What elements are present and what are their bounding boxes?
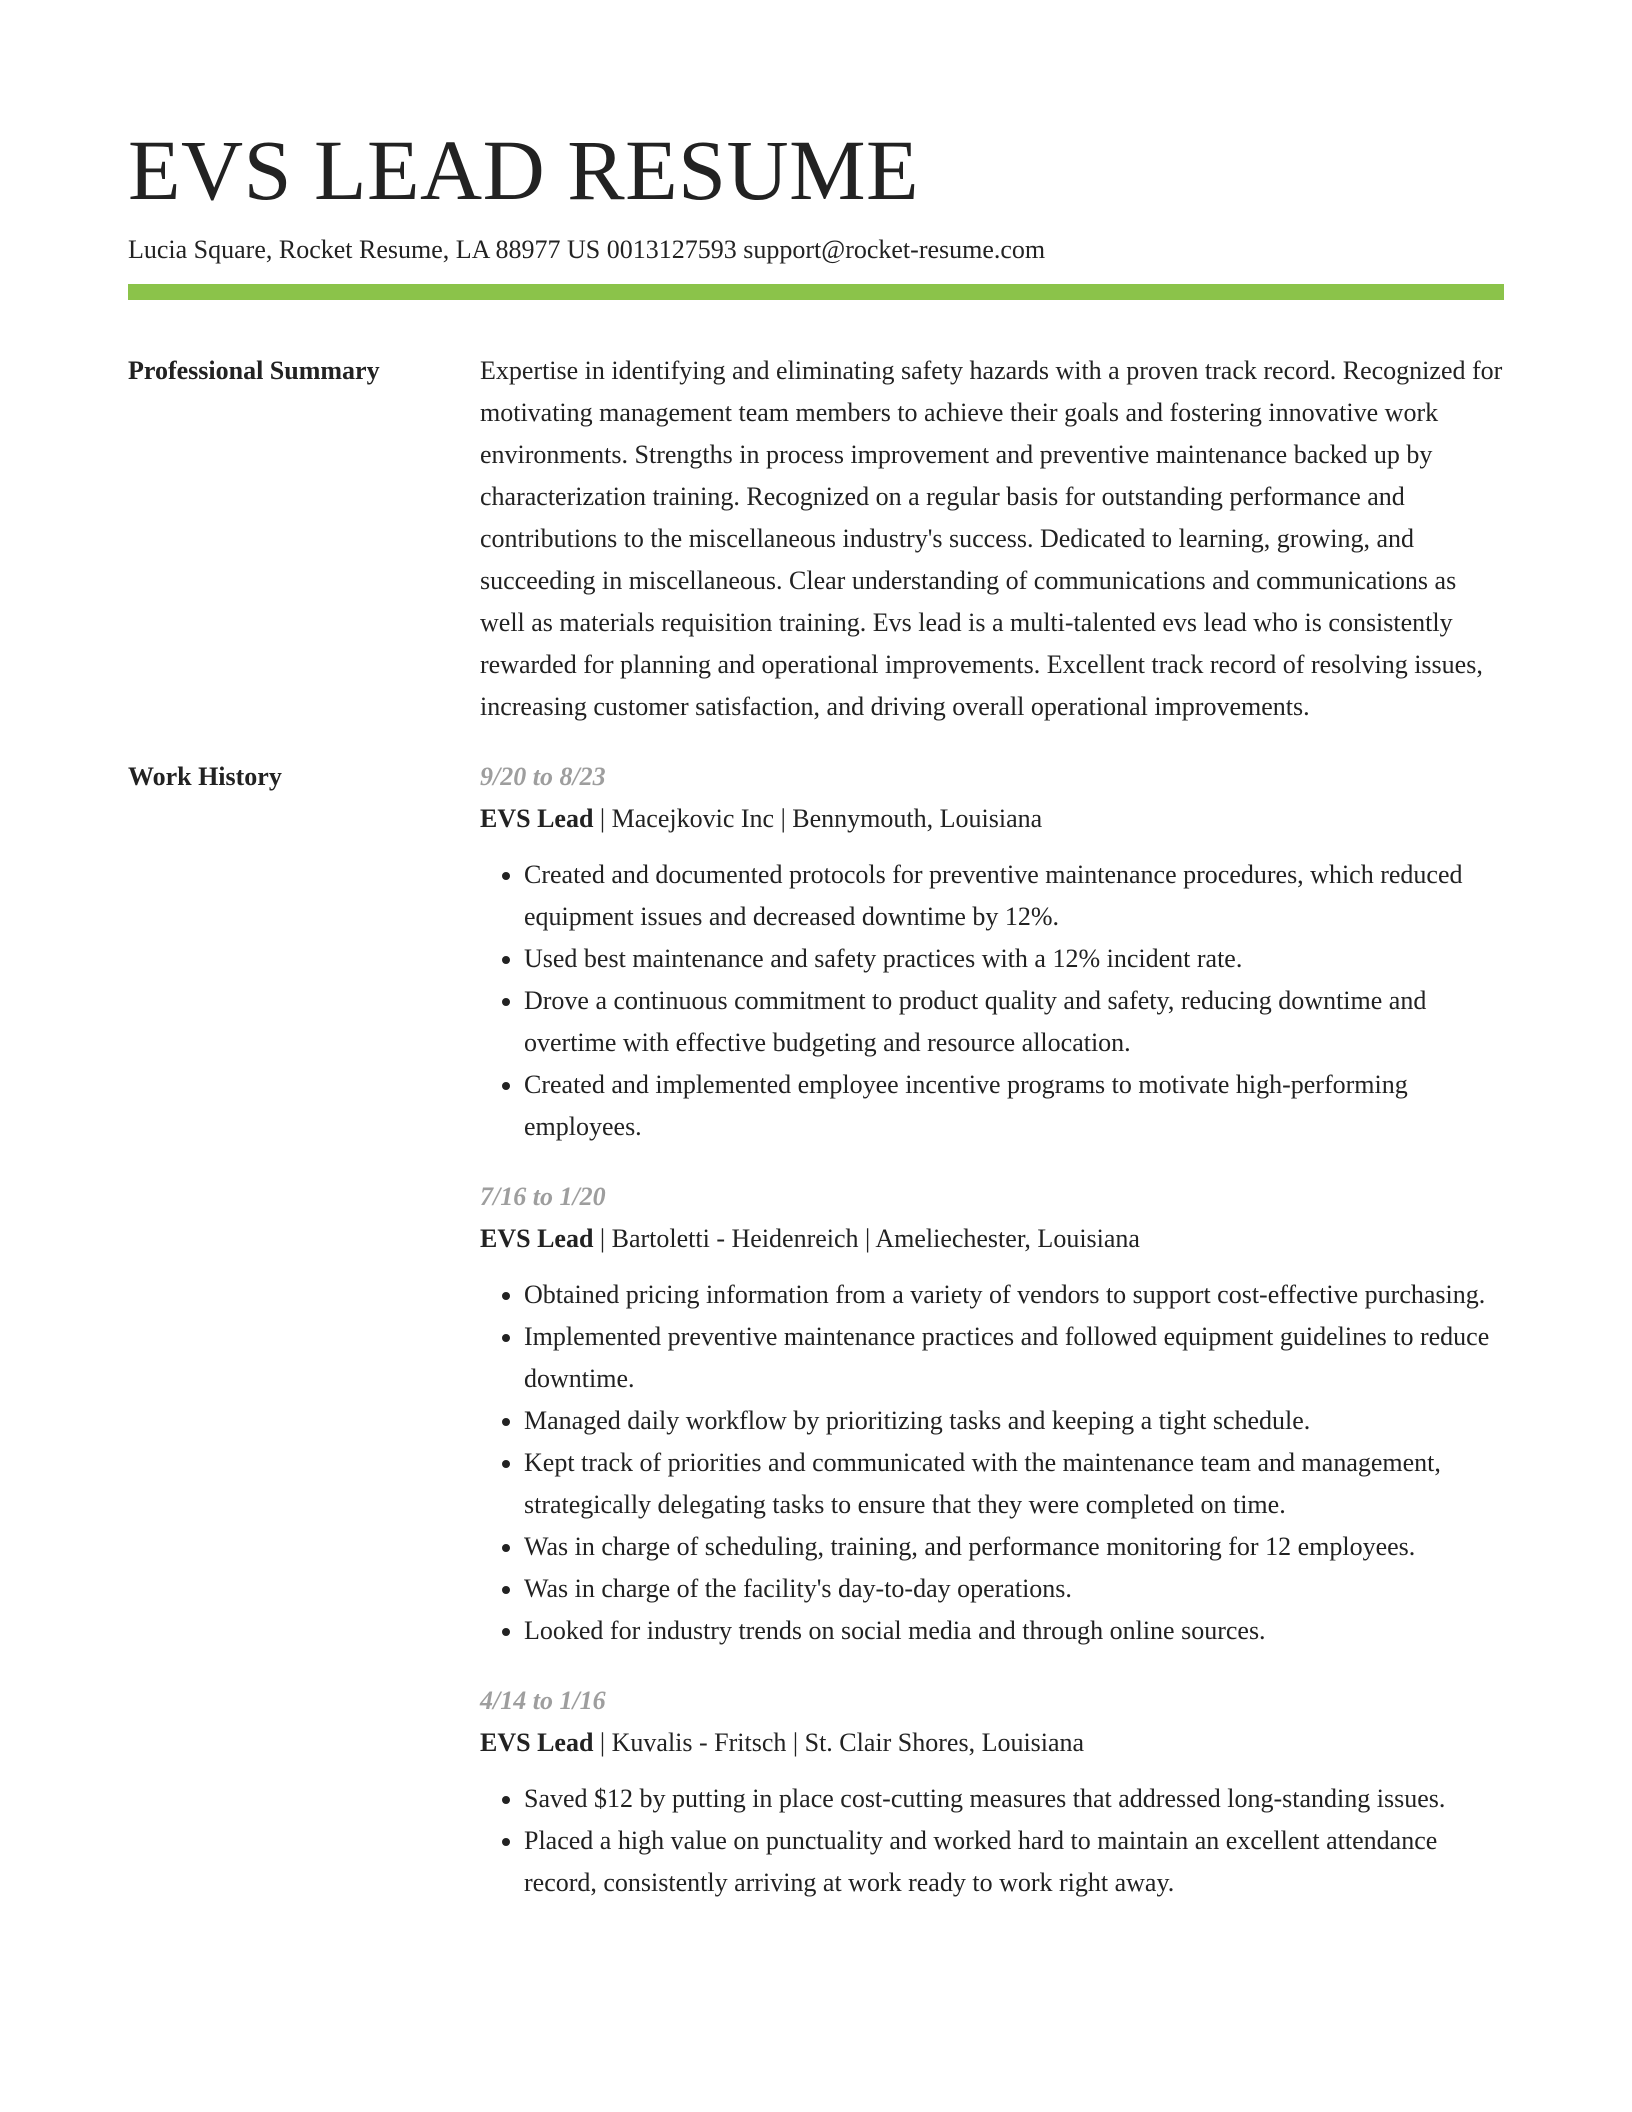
job-dates: 9/20 to 8/23 — [480, 762, 606, 791]
job-bullet: • Used best maintenance and safety practices with a 12% incident rate. — [524, 938, 1504, 980]
job-bullet: • Was in charge of scheduling, training, and performance monitoring for 12 employees. — [524, 1526, 1504, 1568]
work-history-section — [128, 756, 1504, 1932]
job-company: Kuvalis - Fritsch — [611, 1728, 787, 1757]
summary-text: Expertise in identifying and eliminating safety hazards with a proven track record. Recognized for motivating management team members to achieve their goals and fostering innovative work environments. Strengths in process improvement and preventive maintenance backed up by characterization training. Recognized on a regular basis for outstanding performance and contributions to the miscellaneous industry's success. Dedicated to learning, growing, and succeeding in miscellaneous. Clear understanding of communications and communications as well as materials requisition training. Evs lead is a multi-talented evs lead who is consistently rewarded for planning and operational improvements. Excellent track record of resolving issues, increasing customer satisfaction, and driving overall operational improvements. — [480, 356, 1503, 721]
job-dates: 4/14 to 1/16 — [480, 1686, 606, 1715]
contact-line: Lucia Square, Rocket Resume, LA 88977 US 0013127593 support@rocket-resume.com — [128, 235, 1046, 264]
job-bullet: • Implemented preventive maintenance practices and followed equipment guidelines to reduce downtime. — [524, 1316, 1504, 1400]
job-title: EVS Lead — [480, 1728, 594, 1757]
section-label-work-history: Work History — [128, 762, 282, 791]
job-location: Ameliechester, Louisiana — [875, 1224, 1140, 1253]
job-heading — [480, 798, 1504, 840]
job-company: Macejkovic Inc — [611, 804, 775, 833]
job-bullets — [480, 1778, 1504, 1904]
job-bullets — [480, 1274, 1504, 1652]
job-company: Bartoletti - Heidenreich — [611, 1224, 859, 1253]
job-bullet: • Saved $12 by putting in place cost-cutting measures that addressed long-standing issues. — [524, 1778, 1504, 1820]
job-separator: | — [593, 1728, 612, 1757]
job-entry — [480, 1176, 1504, 1652]
job-bullet: • Kept track of priorities and communicated with the maintenance team and management, strategically delegating tasks to ensure that they were completed on time. — [524, 1442, 1504, 1526]
job-separator: | — [593, 1224, 612, 1253]
header-divider — [128, 284, 1504, 300]
resume-page — [128, 0, 1504, 1932]
job-entry — [480, 1680, 1504, 1904]
professional-summary-section — [128, 350, 1504, 728]
summary-body — [480, 350, 1504, 728]
job-bullet: • Drove a continuous commitment to product quality and safety, reducing downtime and overtime with effective budgeting and resource allocation. — [524, 980, 1504, 1064]
job-heading — [480, 1722, 1504, 1764]
job-dates: 7/16 to 1/20 — [480, 1182, 606, 1211]
job-separator: | — [593, 804, 612, 833]
job-heading — [480, 1218, 1504, 1260]
job-title: EVS Lead — [480, 804, 594, 833]
job-bullet: • Created and documented protocols for preventive maintenance procedures, which reduced equipment issues and decreased downtime by 12%. — [524, 854, 1504, 938]
job-location: St. Clair Shores, Louisiana — [804, 1728, 1085, 1757]
job-bullet: • Created and implemented employee incentive programs to motivate high-performing employees. — [524, 1064, 1504, 1148]
job-bullet: • Managed daily workflow by prioritizing tasks and keeping a tight schedule. — [524, 1400, 1504, 1442]
job-bullet: • Placed a high value on punctuality and worked hard to maintain an excellent attendance record, consistently arriving at work ready to work right away. — [524, 1820, 1504, 1904]
job-location: Bennymouth, Louisiana — [792, 804, 1043, 833]
job-bullet: • Obtained pricing information from a variety of vendors to support cost-effective purchasing. — [524, 1274, 1504, 1316]
resume-title: EVS LEAD RESUME — [128, 122, 920, 218]
job-bullet: • Looked for industry trends on social media and through online sources. — [524, 1610, 1504, 1652]
job-separator: | — [774, 804, 793, 833]
work-history-body — [480, 756, 1504, 1932]
job-separator: | — [858, 1224, 876, 1253]
job-entry — [480, 756, 1504, 1148]
job-bullets — [480, 854, 1504, 1148]
job-bullet: • Was in charge of the facility's day-to-day operations. — [524, 1568, 1504, 1610]
section-label-professional-summary: Professional Summary — [128, 356, 380, 385]
job-separator: | — [786, 1728, 805, 1757]
job-title: EVS Lead — [480, 1224, 594, 1253]
